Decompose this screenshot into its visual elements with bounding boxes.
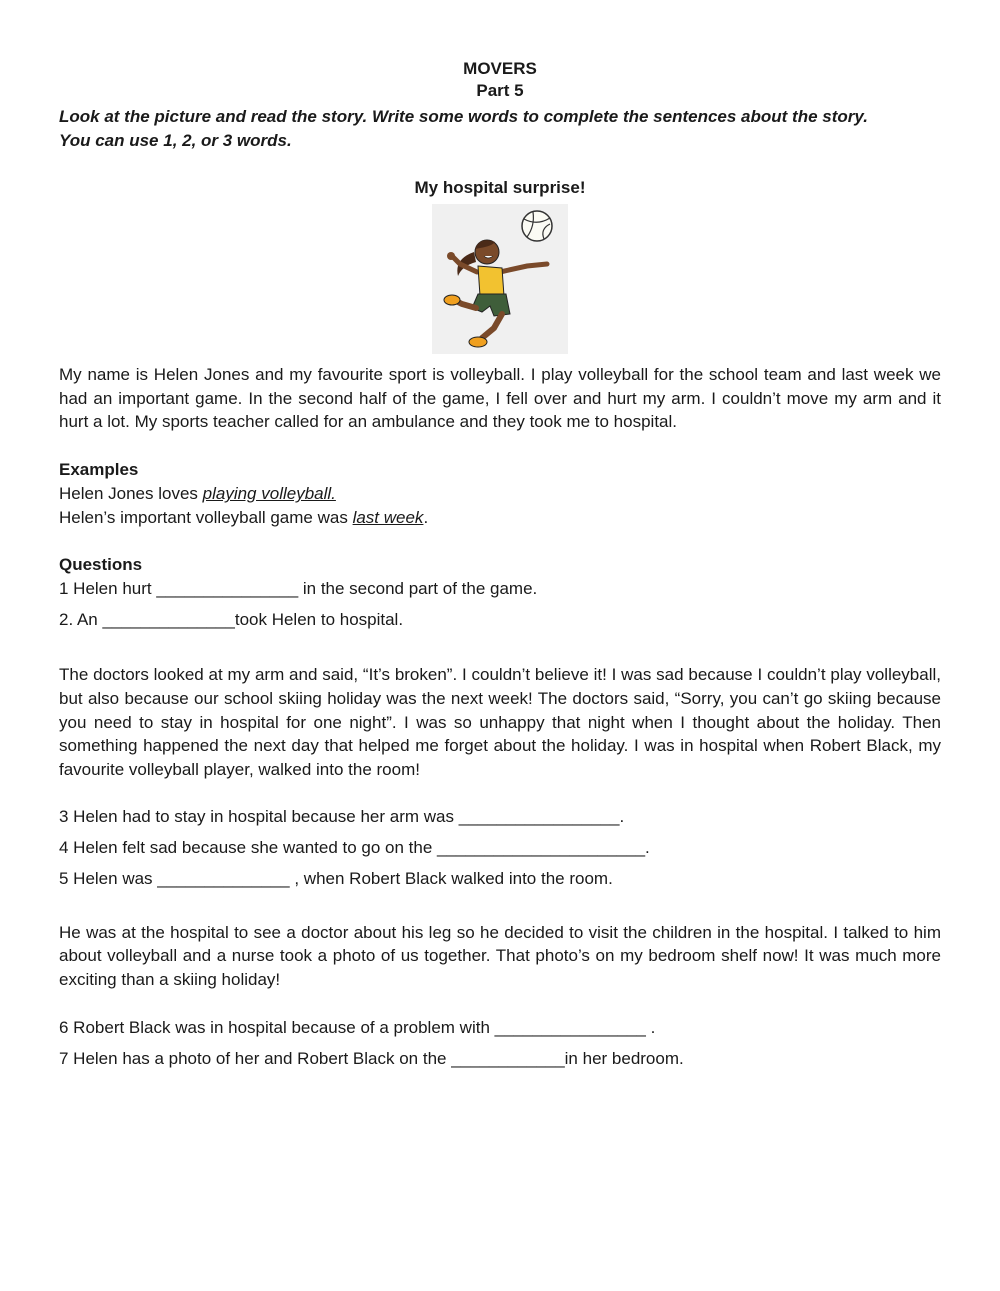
- example-1: Helen Jones loves playing volleyball.: [59, 484, 336, 504]
- worksheet-page: [59, 58, 941, 1071]
- question-7[interactable]: 7 Helen has a photo of her and Robert Black on the ____________in her bedroom.: [59, 1048, 684, 1068]
- example-1-answer: playing volleyball.: [202, 484, 336, 504]
- question-4[interactable]: 4 Helen felt sad because she wanted to go on the ______________________.: [59, 837, 650, 857]
- story-title: My hospital surprise!: [414, 178, 586, 197]
- question-3[interactable]: 3 Helen had to stay in hospital because her arm was _________________.: [59, 806, 625, 826]
- instruction-line-2: You can use 1, 2, or 3 words.: [59, 131, 292, 150]
- girl-playing-volleyball-icon: [432, 204, 568, 354]
- volleyball-girl-illustration: [432, 204, 568, 354]
- volleyball-icon: [522, 211, 552, 241]
- story-paragraph-2: The doctors looked at my arm and said, “It’s broken”. I couldn’t believe it! I was sad because I couldn’t play volleyball, but also because our school skiing holiday was the next week! The doctors said, “Sorry, you can’t go skiing because you need to stay in hospital for one night”. I was so unhappy that night when I thought about the holiday. Then something happened the next day that helped me forget about the holiday. I was in hospital when Robert Black, my favourite volleyball player, walked into the room!: [59, 665, 941, 779]
- part-title: Part 5: [476, 81, 524, 100]
- story-paragraph-3: He was at the hospital to see a doctor about his leg so he decided to visit the children in the hospital. I talked to him about volleyball and a nurse took a photo of us together. That photo’s on my bedroom shelf now! It was much more exciting than a skiing holiday!: [59, 922, 941, 990]
- example-2: Helen’s important volleyball game was last week.: [59, 508, 429, 528]
- example-2-answer: last week: [352, 508, 424, 528]
- questions-heading: Questions: [59, 555, 143, 575]
- question-5[interactable]: 5 Helen was ______________ , when Robert Black walked into the room.: [59, 868, 613, 888]
- examples-heading: Examples: [59, 460, 139, 480]
- question-6[interactable]: 6 Robert Black was in hospital because of a problem with ________________ .: [59, 1017, 656, 1037]
- level-title: MOVERS: [463, 59, 537, 78]
- question-1[interactable]: 1 Helen hurt _______________ in the second part of the game.: [59, 579, 538, 599]
- story-paragraph-1: My name is Helen Jones and my favourite sport is volleyball. I play volleyball for the school team and last week we had an important game. In the second half of the game, I fell over and hurt my arm. I couldn’t move my arm and it hurt a lot. My sports teacher called for an ambulance and they took me to hospital.: [59, 365, 941, 432]
- instruction-line-1: Look at the picture and read the story. Write some words to complete the sentences about the story.: [59, 107, 868, 126]
- question-2[interactable]: 2. An ______________took Helen to hospital.: [59, 610, 404, 630]
